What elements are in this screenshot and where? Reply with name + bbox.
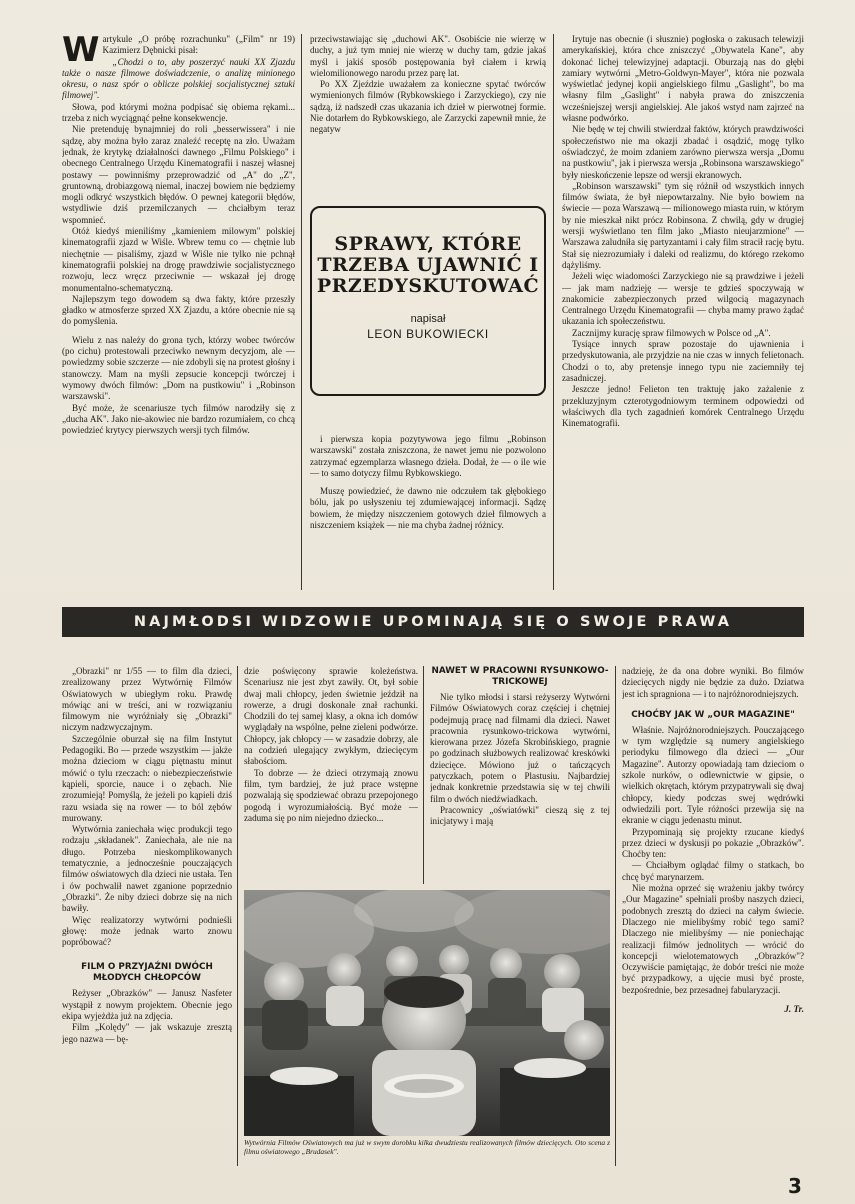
article2-paragraph: Reżyser „Obrazków" — Janusz Nasfeter wystąpił z nowym projektem. Obecnie jego ekipa wyjeżdża już na zdjęcia.: [62, 988, 232, 1022]
article1-paragraph: Irytuje nas obecnie (i słusznie) pogłoska o zakusach telewizji amerykańskiej, która chce zniszczyć „Obywatela Kane", aby dokonać lichej telewizyjnej adaptacji. Oburzają nas do głębi zamiary wytwórni „Metro-Goldwyn-Mayer", która nie pozwala wyświetlać jedynej kopii angielskiego filmu „Gaslight", bo ma własny film „Gaslight" i nabyła prawa do zniszczenia wcześniejszej wersji angielskiej. Ale jakoś wstyd nam zajrzeć na własne podwórko.: [562, 34, 804, 124]
subheading: FILM O PRZYJAŹNI DWÓCH MŁODYCH CHŁOPCÓW: [81, 962, 213, 984]
article2-column-1: [62, 666, 232, 1166]
article2-paragraph: Film „Kolędy" — jak wskazuje zresztą jego nazwa — bę-: [62, 1022, 232, 1044]
photo-illustration: [244, 890, 610, 1136]
article1-paragraph: „Robinson warszawski" tym się różnił od wszystkich innych filmów świata, że był niepowtarzalny. Nie było bowiem na świecie — poza Warszawą — milionowego miasta ruin, w którym by nie mieszkał nikt prócz Robinsona. Z chwilą, gdy w drugiej wersji wyświetlano ten film jako „Miasto nieujarzmione" — Warszawa zaludniła się partyzantami i cały film stracił rację bytu. Stał się niezrozumiały i daleki od realizmu, do którego rzekomo dążyliśmy.: [562, 180, 804, 270]
article1-column-2-top: [310, 34, 546, 200]
column-rule: [553, 34, 554, 590]
article2-paragraph: Szczególnie oburzał się na film Instytut Pedagogiki. Bo — przede wszystkim — jakże można dzieciom w ciągu piętnastu minut mówić o tylu rzeczach: o niebezpieczeństwie kąpieli, sporcie, nauce i o zębach. Nie zrozumieją! Pomyślą, że jeżeli po kąpieli dziś razu wsiada się na rower — to ból zębów murowany.: [62, 733, 232, 823]
subheading: CHOĆBY JAK W „OUR MAGAZINE": [631, 709, 795, 720]
article1-paragraph: Jeżeli więc wiadomości Zarzyckiego nie są prawdziwe i jeżeli — jak mam nadzieję — wersje te gdzieś spoczywają w znakomicie zabezpieczonych przed wilgocią magazynach Centralnego Urzędu Kinematografii — chyba mamy prawo żądać ukazania ich społeczeństwu.: [562, 271, 804, 327]
article1-paragraph: przeciwstawiając się „duchowi AK". Osobiście nie wierzę w duchy, a już tym mniej nie wierzę w duchy tam, gdzie jakaś myśl i jakiś sposób postępowania był ciałem i krwią wielomilionowego narodu przez parę lat.: [310, 34, 546, 78]
article2-paragraph: Nie można oprzeć się wrażeniu jakby twórcy „Our Magazine" spełniali prośby naszych dzieci, podobnych zresztą do dzieci na całym świecie. Dlaczego nie mielibyśmy robić tego sami? Dlaczego nie mielibyśmy — nie poniechając realizacji filmów jednolitych — wrócić do koncepcji wielotematowych „Obrazków"? Oczywiście pamiętając, że dobór treści nie może być przypadkowy, a ujęcie musi być proste, bezpośrednie, bez przesadnej fabularyzacji.: [622, 883, 804, 995]
article1-column-3: [562, 34, 804, 594]
byline-label: napisał: [410, 313, 446, 325]
article1-paragraph: Wielu z nas należy do grona tych, którzy wobec twórców (po cichu) protestowali przeciwko newnym decyzjom, ale — powiedzmy sobie szczerze — nie zdobyli się na protest głośny i stanowczy. Mam na myśli zepsucie koncepcji twórczej i wymowy dwóch filmów: „Dom na pustkowiu" i „Robinson warszawski".: [62, 334, 295, 402]
column-rule: [423, 666, 424, 884]
page-number: 3: [788, 1174, 802, 1198]
article1-paragraph: Słowa, pod którymi można podpisać się obiema rękami... trzeba z nich wyciągnąć pełne konsekwencje.: [62, 101, 295, 124]
article1-paragraph: i pierwsza kopia pozytywowa jego filmu „Robinson warszawski" została zniszczona, że nawet jemu nie pozwolono zatrzymać egzemplarza własnego dzieła. Dodał, że — o ile wie — to samo dotyczy filmu Rybkowskiego.: [310, 434, 546, 478]
column-rule: [301, 34, 302, 590]
article1-paragraph: Muszę powiedzieć, że dawno nie odczułem tak głębokiego bólu, jak po usłyszeniu tej zdumiewającej informacji. Sądzę bowiem, że między niszczeniem gotowych dzieł filmowych a niszczeniem książek — nie ma chyba żadnej różnicy.: [310, 486, 546, 531]
article2-paragraph: nadzieję, że da ona dobre wyniki. Bo filmów dziecięcych nigdy nie będzie za dużo. Dziatwa jest ich spragniona — i to najróżnorodniejszych.: [622, 666, 804, 699]
article2-paragraph: Nie tylko młodsi i starsi reżyserzy Wytwórni Filmów Oświatowych coraz częściej i chętniej podejmują pracę nad filmami dla dzieci. Nawet pracownia rysunkowo-trickowa wytwórni, kierowana przez Józefa Skrobińskiego, pragnie po godzinach służbowych realizować kreskówki dziecięce. Mówiono już o tańczących patyczkach, potem o Plastusiu. Najbardziej jednak konkretnie przedstawia się w tej chwili film o dwóch niedźwiadkach.: [430, 692, 610, 804]
article1-paragraph: Po XX Zjeździe uważałem za konieczne spytać twórców wymienionych filmów (Rybkowskiego i Zarzyckiego), czy nie sądzą, iż nadszedł czas ukazania ich dzieł w pierwotnej formie. Nie dotarłem do Rybkowskiego, ale Zarzycki zapewnił mnie, że negatyw: [310, 79, 546, 135]
signature: J. Tr.: [784, 1004, 804, 1015]
article1-column-2-bottom: [310, 434, 546, 592]
article1-paragraph: Tysiące innych spraw pozostaje do ujawnienia i przedyskutowania, ale przyjdzie na nie czas w innych felietonach. Chodzi o to, aby pretensje innego typu nie zaciemniły tej zasadniczej.: [562, 339, 804, 383]
section-banner: NAJMŁODSI WIDZOWIE UPOMINAJĄ SIĘ O SWOJE PRAWA: [62, 607, 804, 637]
article1-title-box: [310, 206, 546, 396]
article2-column-2: [244, 666, 418, 884]
article2-column-4: [622, 666, 804, 1171]
article2-paragraph: „Obrazki" nr 1/55 — to film dla dzieci, zrealizowany przez Wytwórnię Filmów Oświatowych w ubiegłym roku. Prawdę mówiąc ani w treści, ani w rozwiązaniu filmowym nie wyróżniały się „Obrazki" niczym nadzwyczajnym.: [62, 666, 232, 733]
article2-paragraph: Właśnie. Najróżnorodniejszych. Pouczającego w tym względzie są numery angielskiego periodyku filmowego dla dzieci — „Our Magazine". Autorzy opowiadają tam dzieciom o szkole nurków, o odlewnictwie w gipsie, o wielkich okrętach, którym przypatrywali się dwaj chłopcy, kiedy podczas swej wędrówki odwiedzili port. Tyle różności przewija się na ekranie w ciągu jedenastu minut.: [622, 724, 804, 826]
article1-paragraph: Wartykule „O próbę rozrachunku" („Film" nr 19) Kazimierz Dębnicki pisał:: [62, 34, 295, 70]
article1-paragraph: Otóż kiedyś mieniliśmy „kamieniem milowym" polskiej kinematografii zjazd w Wiśle. Wbrew temu co — chętnie lub niechętnie — pisaliśmy, zjazd w Wiśle nie tylko nie pchnął kinematografii polskiej na drogę prawdziwie socjalistycznego rozwoju, lecz wręcz przeciwnie — wskazał jej drogę monumentalno-schematyczną.: [62, 226, 295, 293]
article2-paragraph: To dobrze — że dzieci otrzymają znowu film, tym bardziej, że już prace wstępne pozwalają się spodziewać obrazu przepojonego pogodą i wyrozumiałością. Być może — zaduma się po nim niejedno dziecko...: [244, 767, 418, 823]
children-eating-photo: [244, 890, 610, 1136]
article2-paragraph: Przypominają się projekty rzucane kiedyś przez dzieci w dyskusji po pokazie „Obrazków". Choćby ten:: [622, 826, 804, 860]
article1-column-1: [62, 34, 295, 594]
subheading: NAWET W PRACOWNI RYSUNKOWO-TRICKOWEJ: [431, 666, 609, 687]
column-rule: [615, 666, 616, 1166]
article2-paragraph: dzie poświęcony sprawie koleżeństwa. Scenariusz nie jest zbyt zawiły. Ot, był sobie dwaj mali chłopcy, jeden świetnie jeździł na rowerze, a drugi doskonale znał rachunki. Chodzili do tej samej klasy, a okna ich domów wyglądały na wspólne, pełne zieleni podwórze. Chłopcy, jak chłopcy — w zasadzie dobrzy, ale na codzień ulegający zwykłym, dziecięcym słabościom.: [244, 666, 418, 767]
article1-paragraph: Nie pretenduję bynajmniej do roli „besserwissera" i nie sądzę, aby można było zaraz znaleźć receptę na zło. Uważam jednak, że krytykę działalności dawnego „Filmu Polskiego" i obecnego Centralnego Urzędu Kinematografii i naszej własnej postawy — powinniśmy przeprowadzić od „A" do „Z", gruntowną, drobiazgową niemal, inaczej bowiem nie będziemy mogli odkryć wszystkich błędów. O pewnej kategorii błędów, wstydliwie dziś przemilczanych — chciałbym teraz wspomnieć.: [62, 124, 295, 225]
article2-paragraph: Wytwórnia zaniechała więc produkcji tego rodzaju „składanek". Zaniechała, ale nie na długo. Potrzeba nieskomplikowanych tematycznie, a jednocześnie pouczających filmów oświatowych dla dzieci nie ustała. Ten i ów pochwalił nawet zganione poprzednio „Obrazki". Że niby dzieci dobrze się na nich bawiły.: [62, 824, 232, 914]
dropcap: W: [62, 34, 100, 70]
article2-paragraph: — Chciałbym oglądać filmy o statkach, bo chcę być marynarzem.: [622, 860, 804, 882]
author-name: LEON BUKOWIECKI: [367, 327, 489, 341]
article1-paragraph: Nie będę w tej chwili stwierdzał faktów, których prawdziwości społeczeństwo nie ma okazji zbadać i osądzić, mogę tylko oświadczyć, że moim zdaniem zarówno pierwsza wersja „Domu na pustkowiu", jak i pierwsza wersja „Robinsona warszawskiego" były nieskończenie lepsze od wersji ekranowych.: [562, 124, 804, 180]
column-rule: [237, 666, 238, 1166]
article1-title: SPRAWY, KTÓRE TRZEBA UJAWNIĆ I PRZEDYSKUTOWAĆ: [316, 233, 540, 297]
article1-paragraph: Najlepszym tego dowodem są dwa fakty, które przeszły gładko w atmosferze sprzed XX Zjazdu, a które obecnie nie są do pomyślenia.: [62, 293, 295, 327]
article1-paragraph: Zacznijmy kurację spraw filmowych w Polsce od „A".: [572, 327, 771, 338]
article1-quote: „Chodzi o to, aby poszerzyć nauki XX Zjazdu także o nasze filmowe doświadczenie, o analizę minionego okresu, o nasz spór o oblicze polskiej socjalistycznej sztuki filmowej".: [62, 56, 295, 101]
article1-paragraph: Być może, że scenariusze tych filmów narodziły się z „ducha AK". Jako nie-akowiec nie bardzo rozumiałem, co chcą powiedzieć krytycy pierwszych wersji tych filmów.: [62, 402, 295, 436]
photo-caption: Wytwórnia Filmów Oświatowych ma już w swym dorobku kilka dwudziestu realizowanych filmów dziecięcych. Oto scena z filmu oświatowego „Brudasek".: [244, 1138, 610, 1156]
article2-paragraph: Pracownicy „oświatówki" cieszą się z tej inicjatywy i mają: [430, 804, 610, 827]
article2-paragraph: Więc realizatorzy wytwórni podnieśli głowę: może jednak warto znowu popróbować?: [62, 914, 232, 948]
article1-paragraph: Jeszcze jedno! Felieton ten traktuję jako zażalenie z przekluzyjnym czterotygodniowym terminem odpowiedzi od właściwych dla tych zagadnień komórek Centralnego Urzędu Kinematografii.: [562, 384, 804, 429]
article2-column-3: [430, 666, 610, 884]
